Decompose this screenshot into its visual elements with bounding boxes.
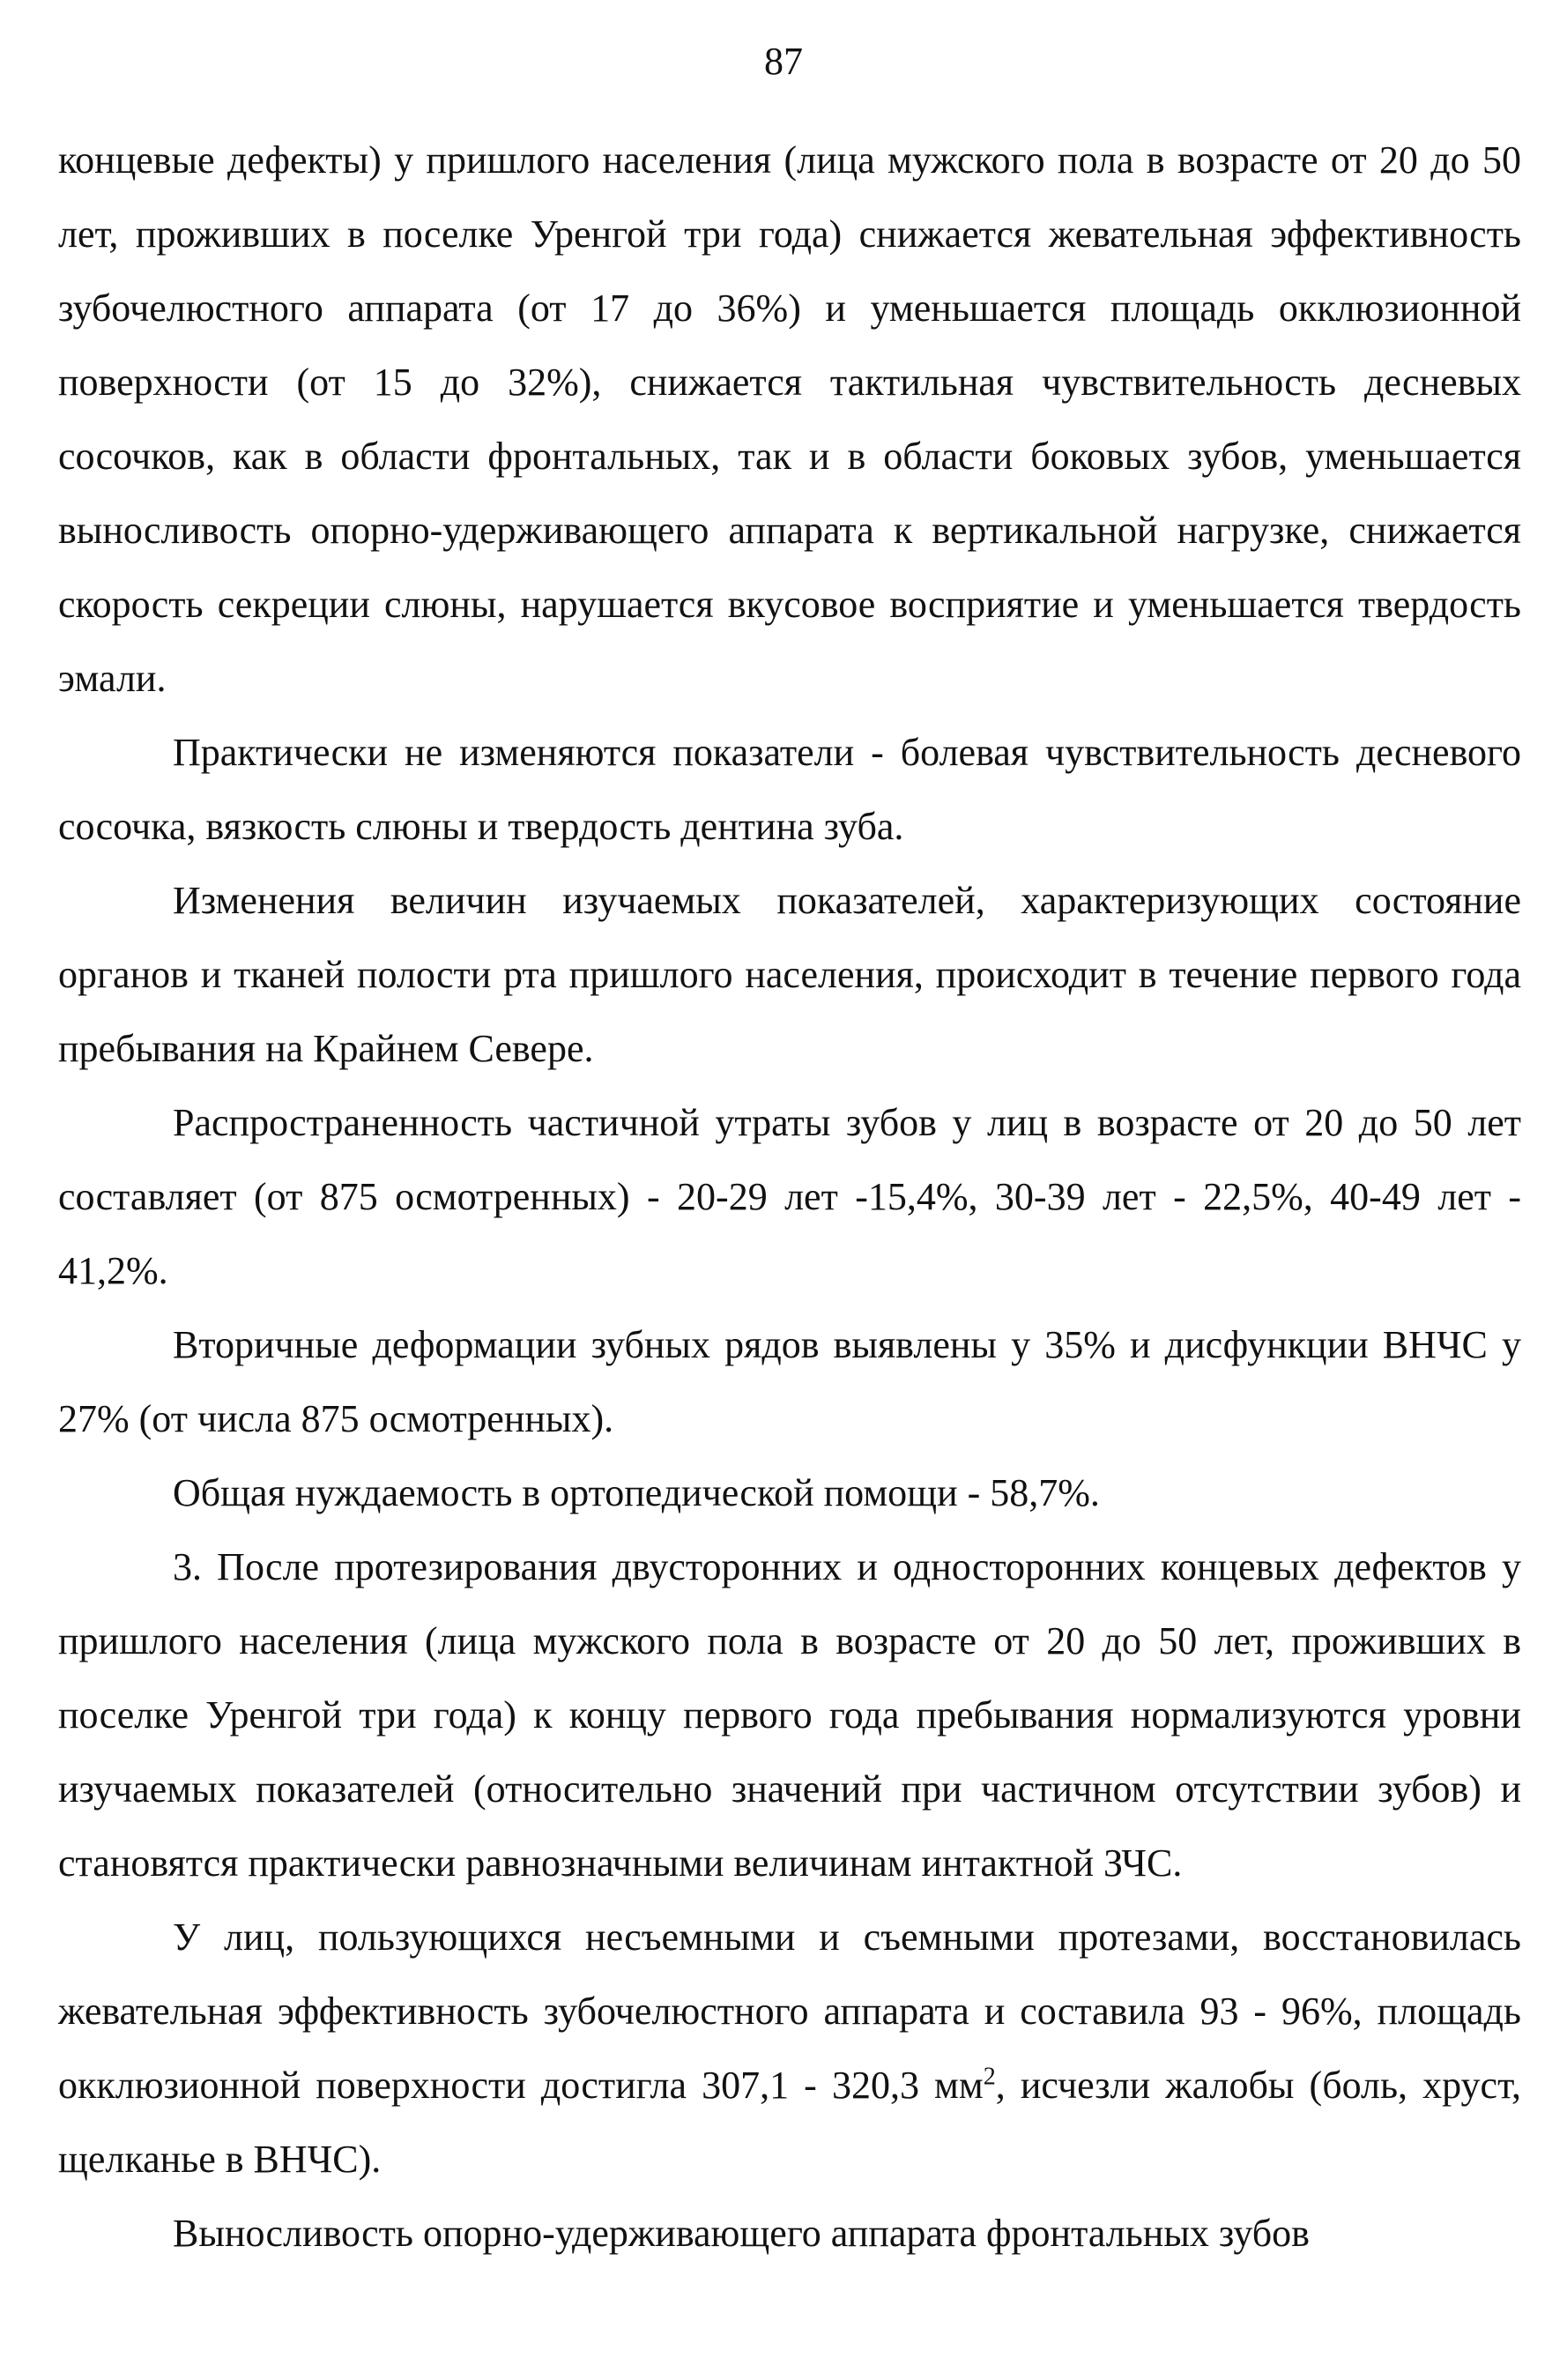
paragraph-secondary-deformations: Вторичные деформации зубных рядов выявлены у 35% и дисфункции ВНЧС у 27% (от числа 875 осмотренных). <box>58 1323 1521 1440</box>
paragraph-after-prosthetics: 3. После протезирования двусторонних и односторонних концевых дефектов у пришлого населения (лица мужского пола в возрасте от 20 до 50 лет, проживших в поселке Уренгой три года) к концу первого года пребывания нормализуются уровни изучаемых показателей (относительно значений при частичном отсутствии зубов) и становятся практически равнозначными величинам интактной ЗЧС. <box>58 1545 1521 1885</box>
paragraph-endurance-frontal-teeth: Выносливость опорно-удерживающего аппарата фронтальных зубов <box>173 2212 1310 2255</box>
paragraph-first-year-changes: Изменения величин изучаемых показателей, характеризующих состояние органов и тканей полости рта пришлого населения, происходит в течение первого года пребывания на Крайнем Севере. <box>58 879 1521 1070</box>
paragraph-unchanged-indicators: Практически не изменяются показатели - болевая чувствительность десневого сосочка, вязкость слюны и твердость дентина зуба. <box>58 731 1521 848</box>
paragraph-continued-findings: концевые дефекты) у пришлого населения (лица мужского пола в возрасте от 20 до 50 лет, проживших в поселке Уренгой три года) снижается жевательная эффективность зубочелюстного аппарата (от 17 до 36%) и уменьшается площадь окклюзионной поверхности (от 15 до 32%), снижается тактильная чувствительность десневых сосочков, как в области фронтальных, так и в области боковых зубов, уменьшается выносливость опорно-удерживающего аппарата к вертикальной нагрузке, снижается скорость секреции слюны, нарушается вкусовое восприятие и уменьшается твердость эмали. <box>58 138 1521 700</box>
paragraph-restored-efficiency <box>58 1900 1521 2197</box>
restored-efficiency-text-end: , исчезли жалобы (боль, хруст, щелканье в ВНЧС). <box>58 2064 1521 2181</box>
paragraph-orthopedic-need: Общая нуждаемость в ортопедической помощи - 58,7%. <box>173 1471 1100 1514</box>
page-number: 87 <box>764 40 803 83</box>
document-body <box>58 123 1521 2271</box>
paragraph-tooth-loss-prevalence: Распространенность частичной утраты зубов у лиц в возрасте от 20 до 50 лет составляет (от 875 осмотренных) - 20-29 лет -15,4%, 30-39 лет - 22,5%, 40-49 лет - 41,2%. <box>58 1101 1521 1292</box>
restored-efficiency-text: У лиц, пользующихся несъемными и съемными протезами, восстановилась жевательная эффективность зубочелюстного аппарата и составила 93 - 96%, площадь окклюзионной поверхности достигла 307,1 - 320,3 мм <box>58 1915 1521 2107</box>
square-superscript: 2 <box>983 2063 996 2091</box>
